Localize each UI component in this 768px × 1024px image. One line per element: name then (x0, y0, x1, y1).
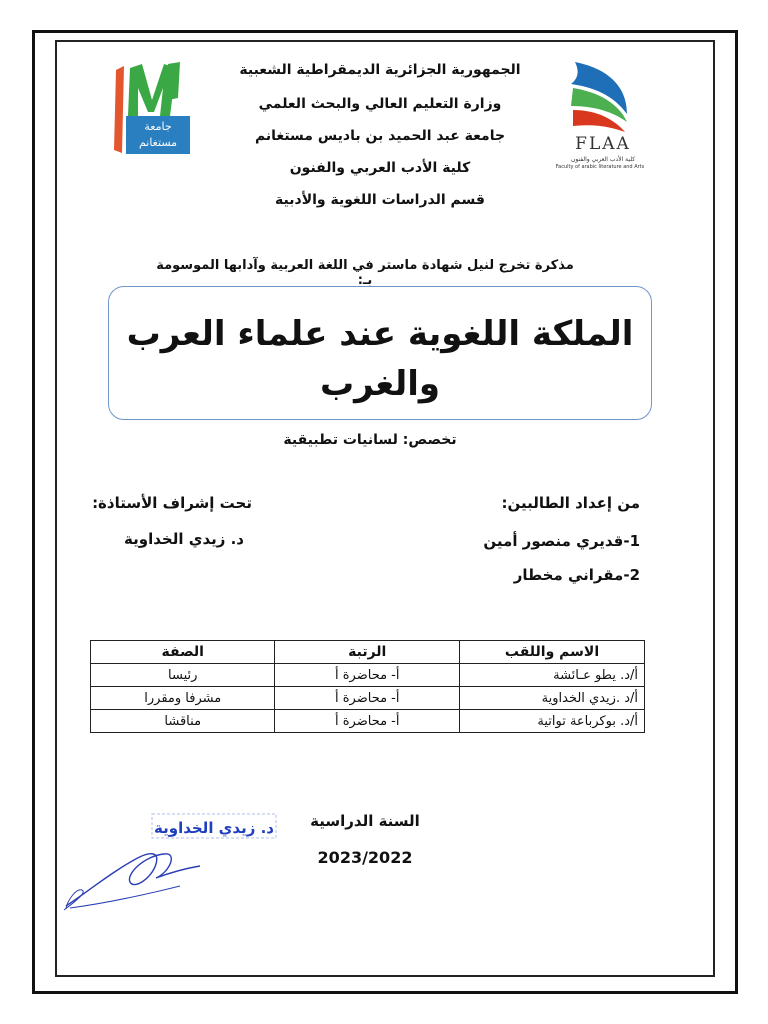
flaa-acronym: FLAA (575, 134, 631, 154)
jury-cell-role: مناقشا (91, 710, 275, 733)
academic-year-value: 2023/2022 (317, 848, 413, 867)
jury-cell-name: أ/د. يطو عـائشة (460, 664, 645, 687)
jury-table (90, 640, 645, 733)
handwritten-signature-icon (60, 838, 210, 918)
student-name-1: 1-قديري منصور أمين (483, 532, 640, 550)
title-box (108, 286, 652, 420)
handwritten-signature (60, 838, 210, 918)
student-name-2: 2-مقراني مخطار (513, 566, 640, 584)
header-line-faculty: كلية الأدب العربي والفنون (289, 160, 471, 176)
table-row (91, 687, 645, 710)
thesis-title-line-1: الملكة اللغوية عند علماء العرب (126, 314, 634, 354)
flaa-arabic-text: كلية الأدب العربي والفنون (570, 156, 636, 163)
jury-cell-rank: أ- محاضرة أ (275, 664, 460, 687)
university-logo-icon (108, 58, 198, 158)
university-logo (108, 58, 198, 158)
students-label: من إعداد الطالبين: (501, 494, 640, 512)
thesis-title-line-2: والغرب (319, 364, 441, 404)
university-logo-text-1: جامعة (144, 120, 172, 133)
supervisor-label: تحت إشراف الأستاذة: (92, 494, 252, 512)
jury-header-role: الصفة (91, 641, 275, 664)
thesis-title (109, 309, 651, 409)
jury-cell-rank: أ- محاضرة أ (275, 710, 460, 733)
supervisor-name: د. زيدي الخداوية (124, 530, 244, 548)
jury-header-rank: الرتبة (275, 641, 460, 664)
specialization: تخصص: لسانيات تطبيقية (283, 432, 457, 448)
header-line-department: قسم الدراسات اللغوية والأدبية (275, 192, 485, 208)
header-line-ministry: وزارة التعليم العالي والبحث العلمي (258, 96, 502, 112)
academic-year-label: السنة الدراسية (310, 812, 420, 830)
table-row (91, 710, 645, 733)
header-line-university: جامعة عبد الحميد بن باديس مستغانم (254, 128, 506, 144)
header-line-republic: الجمهورية الجزائرية الديمقراطية الشعبية (239, 62, 521, 78)
jury-cell-rank: أ- محاضرة أ (275, 687, 460, 710)
stamp-text: د. زيدي الخداوية (154, 819, 274, 837)
university-logo-text-2: مستغانم (138, 136, 178, 149)
jury-cell-name: أ/د. بوكرباعة تواتية (460, 710, 645, 733)
jury-cell-role: رئيسا (91, 664, 275, 687)
jury-table-header-row (91, 641, 645, 664)
jury-header-name: الاسم واللقب (460, 641, 645, 664)
flaa-emblem-icon (565, 58, 635, 134)
faculty-flaa-logo (545, 58, 655, 173)
thesis-intro: مذكرة تخرج لنيل شهادة ماستر في اللغة العربية وآدابها الموسومة بـ: (156, 258, 574, 288)
jury-cell-name: أ/د .زيدي الخداوية (460, 687, 645, 710)
jury-cell-role: مشرفا ومقررا (91, 687, 275, 710)
table-row (91, 664, 645, 687)
flaa-english-text: Faculty of arabic literature and Arts (555, 164, 645, 170)
